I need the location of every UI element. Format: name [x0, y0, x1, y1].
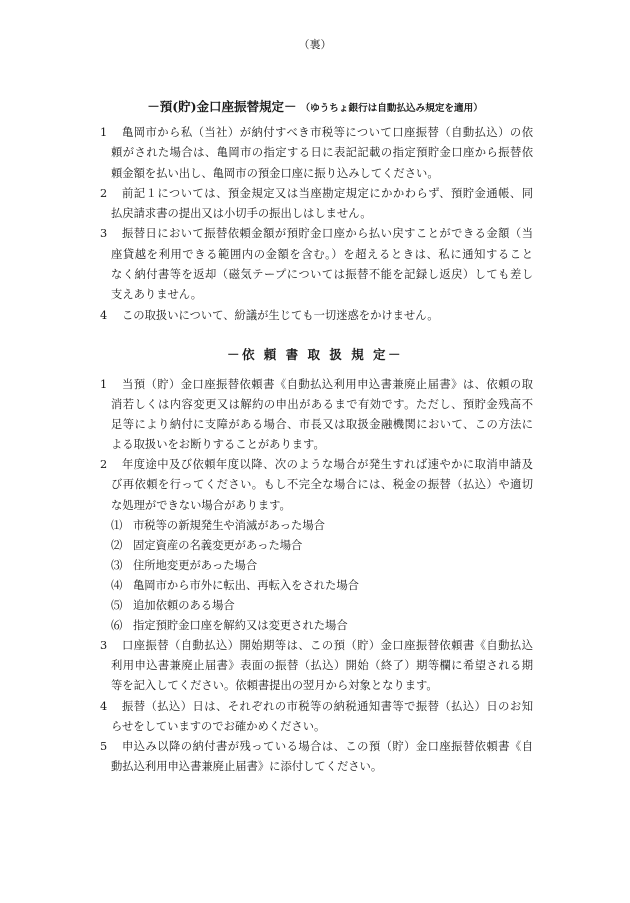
- sub-item-number: ⑷: [111, 578, 123, 592]
- transfer-rule-1: [0, 123, 630, 184]
- handling-rule-5: [0, 737, 630, 777]
- rule-line: [0, 245, 630, 265]
- rule-line: [0, 184, 630, 204]
- sub-item: [0, 556, 630, 576]
- sub-item: [0, 576, 630, 596]
- rule-line: [0, 757, 630, 777]
- transfer-rules-heading: [0, 97, 630, 118]
- sub-item-text: 市税等の新規発生や消滅があった場合: [133, 518, 325, 532]
- item-text: 口座振替（自動払込）開始期等は、この預（貯）金口座振替依頼書《自動払込: [122, 639, 533, 653]
- sub-item-text: 指定預貯金口座を解約又は変更された場合: [133, 619, 348, 633]
- sub-item-number: ⑹: [111, 619, 123, 633]
- item-text: 振替（払込）日は、それぞれの市税等の納税通知書等で振替（払込）日のお知: [122, 699, 533, 713]
- sub-item-text: 追加依頼のある場合: [133, 599, 235, 613]
- item-number: 5: [100, 739, 108, 753]
- sub-item: [0, 536, 630, 556]
- item-text: 払戻請求書の提出又は小切手の振出しはしません。: [111, 207, 372, 221]
- item-text: 頼金額を払い出し、亀岡市の預金口座に振り込みしてください。: [111, 166, 439, 180]
- item-text: なく納付書等を返却（磁気テープについては振替不能を記録し返戻）しても差し: [111, 268, 533, 282]
- item-text: び再依頼を行ってください。もし不完全な場合には、税金の振替（払込）や適切: [111, 478, 533, 492]
- item-text: 頼がされた場合は、亀岡市の指定する日に表記記載の指定預貯金口座から振替依: [111, 146, 533, 160]
- rule-line: [0, 224, 630, 244]
- rule-line: [0, 697, 630, 717]
- item-text: この取扱いについて、紛議が生じても一切迷惑をかけません。: [122, 308, 439, 322]
- item-text: 利用申込書兼廃止届書》表面の振替（払込）開始（終了）期等欄に希望される期: [111, 659, 533, 673]
- handling-rules-title: －依 頼 書 取 扱 規 定－: [226, 347, 404, 362]
- handling-rule-2: [0, 455, 630, 636]
- rule-line: [0, 375, 630, 395]
- item-text: 動払込利用申込書兼廃止届書》に添付してください。: [111, 759, 383, 773]
- item-text: 前記１については、預金規定又は当座勘定規定にかかわらず、預貯金通帳、同: [122, 186, 533, 200]
- rule-line: [0, 306, 630, 326]
- sub-item-text: 亀岡市から市外に転出、再転入をされた場合: [133, 578, 359, 592]
- page-side-label: （裏）: [298, 38, 332, 51]
- rule-line: [0, 265, 630, 285]
- transfer-rule-4: [0, 306, 630, 326]
- item-text: 消若しくは内容変更又は解約の申出があるまで有効です。ただし、預貯金残高不: [111, 398, 533, 412]
- rule-line: [0, 435, 630, 455]
- item-number: 3: [100, 639, 108, 653]
- sub-item-number: ⑴: [111, 518, 123, 532]
- item-text: 年度途中及び依頼年度以降、次のような場合が発生すれば速やかに取消申請及: [122, 458, 533, 472]
- rule-line: [0, 415, 630, 435]
- item-number: 4: [100, 699, 108, 713]
- sub-item: [0, 596, 630, 616]
- rule-line: [0, 475, 630, 495]
- rule-line: [0, 204, 630, 224]
- rule-line: [0, 164, 630, 184]
- handling-rule-4: [0, 697, 630, 737]
- item-number: 2: [100, 458, 108, 472]
- item-text: 足等により納付に支障がある場合、市長又は取扱金融機関において、この方法に: [111, 418, 533, 432]
- rule-line: [0, 395, 630, 415]
- rule-line: [0, 656, 630, 676]
- item-text: らせをしていますのでお確かめください。: [111, 719, 326, 733]
- sub-item-text: 固定資産の名義変更があった場合: [133, 538, 303, 552]
- rule-line: [0, 737, 630, 757]
- sub-item-number: ⑶: [111, 558, 123, 572]
- rule-line: [0, 143, 630, 163]
- item-text: よる取扱いをお断りすることがあります。: [111, 438, 325, 452]
- rule-line: [0, 676, 630, 696]
- transfer-rules-title: －預(貯)金口座振替規定－: [147, 99, 297, 114]
- item-text: 振替日において振替依頼金額が預貯金口座から払い戻すことができる金額（当: [122, 227, 533, 241]
- sub-item-number: ⑵: [111, 538, 123, 552]
- sub-item: [0, 516, 630, 536]
- sub-item-text: 住所地変更があった場合: [133, 558, 258, 572]
- sub-item-number: ⑸: [111, 599, 123, 613]
- item-text: 当預（貯）金口座振替依頼書《自動払込利用申込書兼廃止届書》は、依頼の取: [122, 378, 533, 391]
- item-number: 4: [100, 308, 108, 322]
- item-text: 亀岡市から私（当社）が納付すべき市税等について口座振替（自動払込）の依: [122, 126, 533, 139]
- handling-rules-list: [0, 375, 630, 777]
- handling-rule-1: [0, 375, 630, 455]
- item-number: 1: [100, 378, 108, 391]
- rule-line: [0, 455, 630, 475]
- transfer-rules-list: [0, 123, 630, 326]
- sub-item: [0, 616, 630, 636]
- rule-line: [0, 717, 630, 737]
- item-text: 支えありません。: [111, 288, 203, 302]
- transfer-rule-3: [0, 224, 630, 305]
- item-text: 等を記入してください。依頼書提出の翌月から対象となります。: [111, 679, 438, 693]
- rule-line: [0, 496, 630, 516]
- rule-line: [0, 636, 630, 656]
- item-text: な処理ができない場合があります。: [111, 498, 291, 512]
- item-number: 3: [100, 227, 108, 241]
- item-text: 座貸越を利用できる範囲内の金額を含む。）を超えるときは、私に通知すること: [111, 247, 533, 261]
- item-text: 申込み以降の納付書が残っている場合は、この預（貯）金口座振替依頼書《自: [122, 739, 533, 753]
- rule-line: [0, 123, 630, 143]
- transfer-rules-note: （ゆうちょ銀行は自動払込み規定を適用）: [300, 103, 483, 114]
- item-number: 2: [100, 186, 108, 200]
- transfer-rule-2: [0, 184, 630, 225]
- rule-line: [0, 285, 630, 305]
- handling-rule-3: [0, 636, 630, 696]
- item-number: 1: [100, 126, 108, 139]
